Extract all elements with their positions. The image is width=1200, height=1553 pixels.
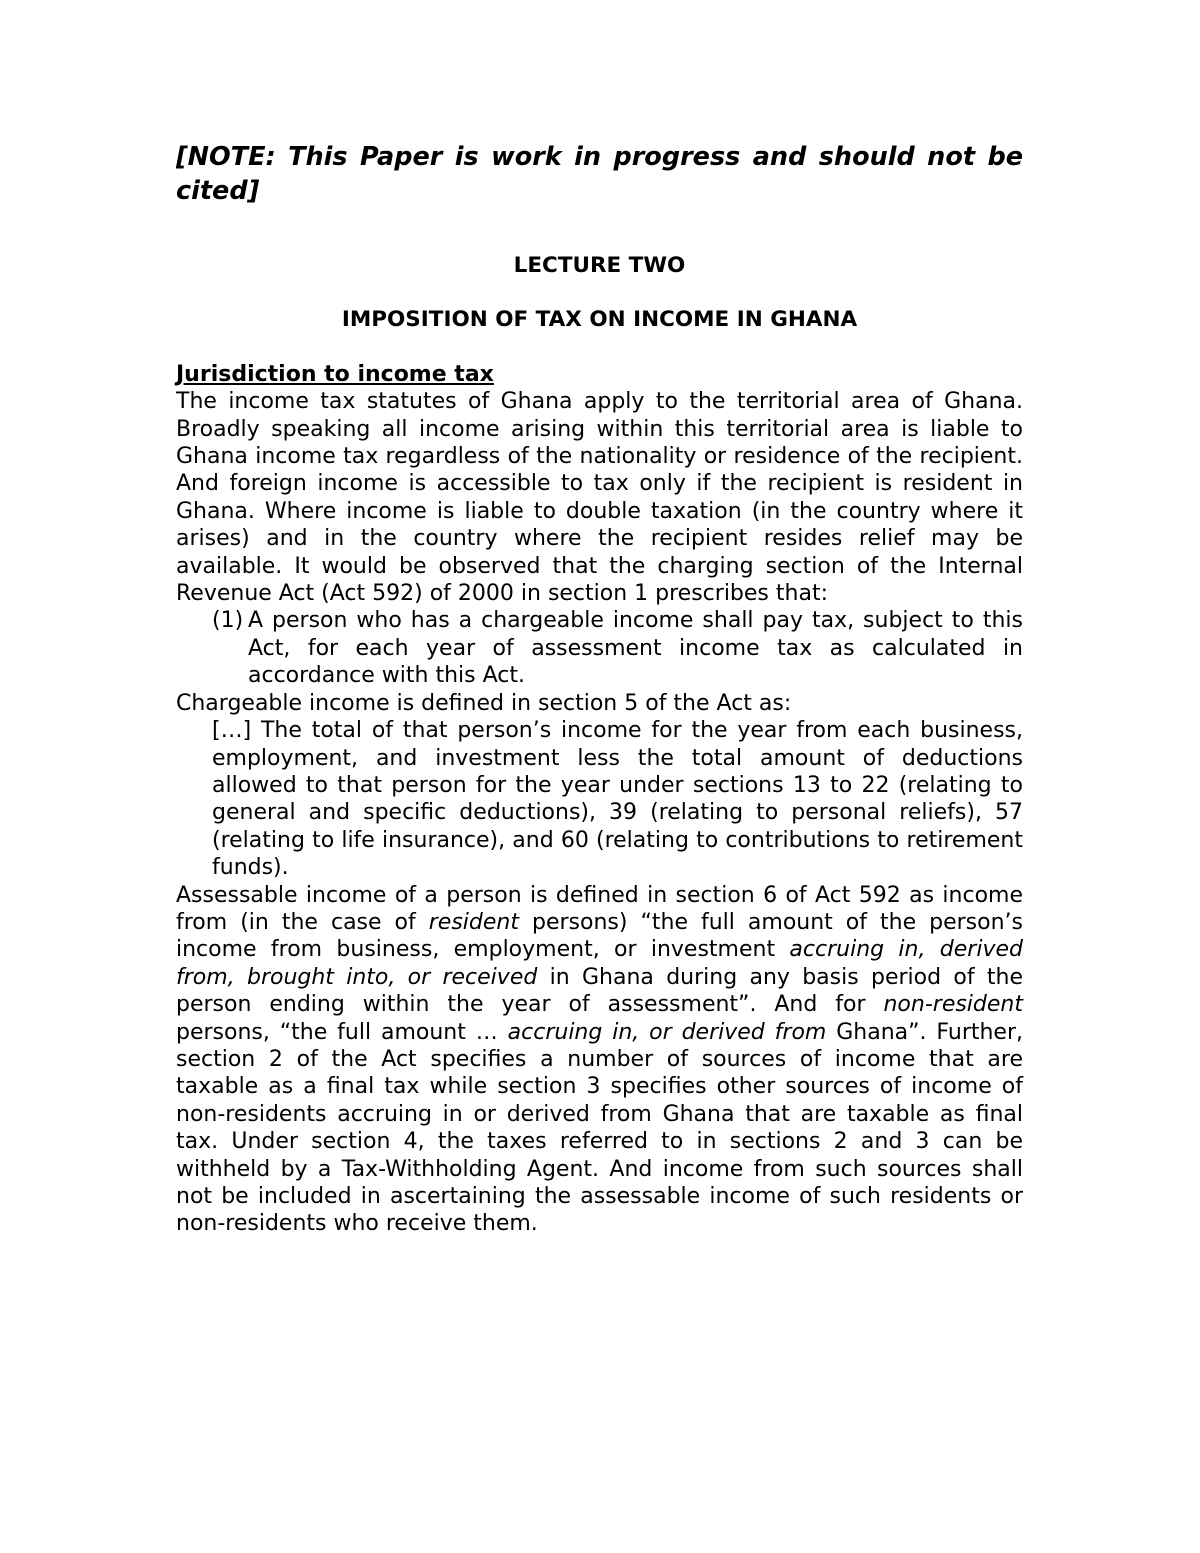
text-run: persons) “the full amount of the person’s income from business, employment, or investment — [176, 909, 1023, 963]
list-item-text: A person who has a chargeable income shall pay tax, subject to this Act, for each year of assessment income tax as calculated in accordance with this Act. — [248, 608, 1023, 689]
paragraph-assessable-income — [176, 882, 1023, 1238]
list-item-section-1 — [212, 607, 1023, 689]
section-heading: Jurisdiction to income tax — [176, 361, 494, 387]
italic-text-run: non-resident — [883, 992, 1023, 1018]
italic-text-run: accruing in, or derived from — [507, 1019, 827, 1045]
quote-section-5: […] The total of that person’s income for the year from each business, employment, and investment less the total amount of deductions allowed to that person for the year under sections 13 to 22 (relating to general and specific deductions), 39 (relating to personal reliefs), 57 (relating to life insurance), and 60 (relating to contributions to retirement funds). — [212, 718, 1023, 881]
document-page — [176, 140, 1023, 1238]
italic-text-run: accruing in, derived from, brought into, or received — [176, 937, 1023, 990]
italic-text-run: resident — [428, 909, 519, 935]
text-run: Assessable income of a person is defined in section 6 of Act 592 as income from (in the case of — [176, 882, 1023, 935]
paragraph-jurisdiction: The income tax statutes of Ghana apply to the territorial area of Ghana. Broadly speaking all income arising within this territorial area is liable to Ghana income tax regardless of the nationality or residence of the recipient. And foreign income is accessible to tax only if the recipient is resident in Ghana. Where income is liable to double taxation (in the country where it arises) and in the country where the recipient resides relief may be available. It would be observed that the charging section of the Internal Revenue Act (Act 592) of 2000 in section 1 prescribes that: — [176, 389, 1023, 607]
paragraph-chargeable-income: Chargeable income is defined in section 5 of the Act as: — [176, 690, 792, 716]
text-run: in Ghana during any basis period of the person ending within the year of assessment”. And for — [176, 964, 1023, 1018]
text-run: Ghana”. Further, section 2 of the Act specifies a number of sources of income that are taxable as a final tax while section 3 specifies other sources of income of non-residents accruing in or derived from Ghana that are taxable as final tax. Under section 4, the taxes referred to in sections 2 and 3 can be withheld by a Tax-Withholding Agent. And income from such sources shall not be included in ascertaining the assessable income of such residents or non-residents who receive them. — [176, 1019, 1024, 1237]
main-title: IMPOSITION OF TAX ON INCOME IN GHANA — [341, 307, 858, 333]
list-item-number: (1) — [212, 608, 244, 634]
lecture-title: LECTURE TWO — [513, 253, 686, 278]
text-run: persons, “the full amount … — [176, 1019, 508, 1045]
draft-note: [NOTE: This Paper is work in progress and should not be cited] — [176, 142, 1023, 206]
